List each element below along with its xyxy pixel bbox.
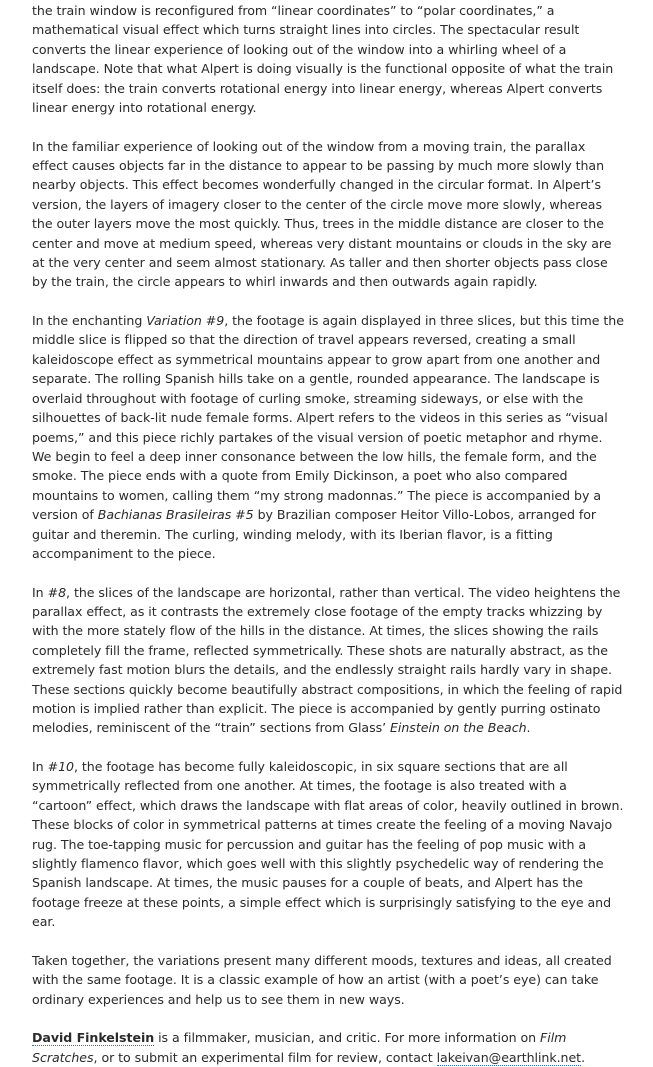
paragraph-variation-10 <box>32 757 624 932</box>
text-span: , the footage has become fully kaleidoscopic, in six square sections that are all symmetrically reflected from one another. At times, the footage is also treated with a “cartoon” effect, which draws the landscape with flat areas of color, heavily outlined in brown. These blocks of color in symmetrical patterns at times create the feeling of a moving Navajo rug. The toe-tapping music for percussion and guitar has the feeling of pop music with a slightly flamenco flavor, which goes well with this slightly psychedelic way of rendering the Spanish landscape. At times, the music pauses for a couple of beats, and Alpert has the footage freeze at these points, a simple effect which is surprisingly satisfying to the eye and ear. <box>32 758 624 930</box>
text-span: , the footage is again displayed in three slices, but this time the middle slice is flipped so that the direction of travel appears reversed, creating a small kaleidoscope effect as symmetrical mountains appear to grow apart from one another and separate. The rolling Spanish hills take on a gentle, rounded appearance. The landscape is overlaid throughout with footage of curling smoke, streaming sideways, or else with the silhouettes of back-lit nude female forms. Alpert refers to the videos in this series as “visual poems,” and this piece richly partakes of the visual version of poetic metaphor and rhyme. We begin to feel a deep inner consonance between the low hills, the female form, and the smoke. The piece ends with a quote from Emily Dickinson, a poet who also compared mountains to women, calling them “my strong madonnas.” The piece is accompanied by a version of <box>32 313 624 523</box>
publication-title: Film Scratches <box>32 1030 567 1065</box>
work-title: Variation #9 <box>146 313 225 329</box>
work-title: #8 <box>47 584 67 600</box>
paragraph-parallax: In the familiar experience of looking out of the window from a moving train, the parallax effect causes objects far in the distance to appear to be passing by much more slowly than nearby objects. This effect becomes wonderfully changed in the circular format. In Alpert’s version, the layers of imagery closer to the center of the circle move more slowly, whereas the outer layers move the most quickly. Thus, trees in the middle distance are closer to the center and move at medium speed, whereas very distant mountains or clouds in the sky are at the very center and seem almost stationary. As taller and then shorter objects pass close by the train, the circle appears to whirl inwards and then outwards again rapidly. <box>32 138 612 290</box>
email-link[interactable]: lakeivan@earthlink.net <box>436 1049 582 1065</box>
text-span: , or to submit an experimental film for review, contact <box>93 1049 437 1065</box>
text-span: . <box>581 1049 586 1065</box>
work-title: Bachianas Brasileiras #5 <box>97 507 254 523</box>
paragraph-variation-9 <box>32 311 624 563</box>
work-title: #10 <box>47 758 74 774</box>
text-span: is a filmmaker, musician, and critic. For more information on <box>154 1030 541 1046</box>
paragraph-conclusion: Taken together, the variations present many different moods, textures and ideas, all created with the same footage. It is a classic example of how an artist (with a poet’s eye) can take ordinary experiences and help us to see them in new ways. <box>32 952 612 1007</box>
text-span: . <box>526 720 531 736</box>
author-link[interactable]: David Finkelstein <box>32 1030 155 1046</box>
text-span: In <box>32 758 48 774</box>
text-span: In the enchanting <box>32 313 147 329</box>
paragraph-variation-8 <box>32 583 624 738</box>
article-body <box>32 1 624 1067</box>
author-bio <box>32 1028 624 1067</box>
work-title: Einstein on the Beach <box>390 720 527 736</box>
text-span: In <box>32 584 48 600</box>
text-span: , the slices of the landscape are horizontal, rather than vertical. The video heightens the parallax effect, as it contrasts the extremely close footage of the empty tracks whizzing by with the more stately flow of the hills in the distance. At times, the slices showing the rails completely fill the frame, reflected symmetrically. These shots are naturally abstract, as the extremely fast motion blurs the details, and the endlessly straight rails hardly vary in shape. These sections quickly become beautifully abstract compositions, in which the feeling of rapid motion is implied rather than explicit. The piece is accompanied by gently purring ostinato melodies, reminiscent of the “train” sections from Glass’ <box>32 584 623 736</box>
paragraph-polar-coordinates: the train window is reconfigured from “linear coordinates” to “polar coordinates,” a mathematical visual effect which turns straight lines into circles. The spectacular result converts the linear experience of looking out of the window into a whirling wheel of a landscape. Note that what Alpert is doing visually is the functional opposite of what the train itself does: the train converts rotational energy into linear energy, whereas Alpert converts linear energy into rotational energy. <box>32 3 614 116</box>
text-span: by Brazilian composer Heitor Villo-Lobos, arranged for guitar and theremin. The curling, winding melody, with its Iberian flavor, is a fitting accompaniment to the piece. <box>32 507 597 561</box>
